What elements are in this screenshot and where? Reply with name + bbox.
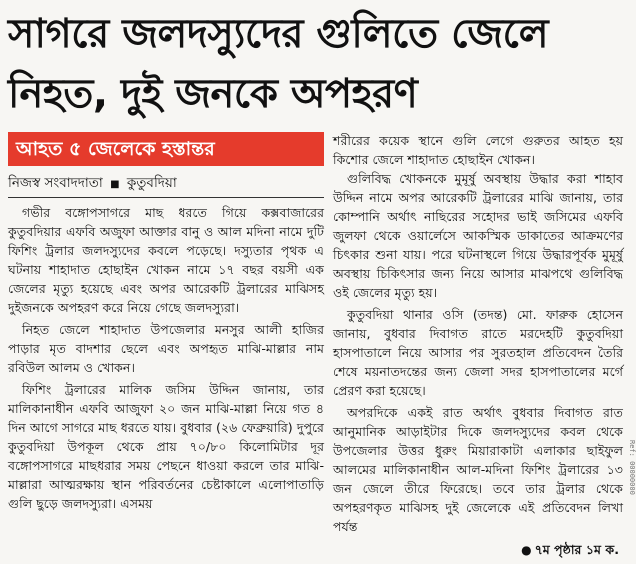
paragraph: কুতুবদিয়া থানার ওসি (তদন্ত) মো. ফারুক হোসেন জানায়, বুধবার দিবাগত রাতে মরদেহটি কুতুবদিয়া হাসপাতালে নিয়ে আসার পর সুরতহাল প্রতিবেদন তৈরি শেষে ময়নাতদন্তের জন্য জেলা সদর হাসপাতালের মর্গে প্রেরণ করা হয়েছে। — [333, 307, 623, 398]
paragraph: গভীর বঙ্গোপসাগরে মাছ ধরতে গিয়ে কক্সবাজারের কুতুবদিয়ার এফবি অজুফা আক্তার বানু ও আল মদিনা নামে দুটি ফিশিং ট্রলার জলদস্যুদের কবলে পড়েছে। দস্যুতার পৃথক এ ঘটনায় শাহাদাত হোছাইন খোকন নামে ১৭ বছর বয়সী এক জেলের মৃত্যু হয়েছে এবং অপর আরেকটি ট্রলারের মাঝিসহ দুইজনকে অপহরণ করে নিয়ে গেছে জলদস্যুরা। — [8, 205, 324, 315]
paragraph: অপরদিকে একই রাত অর্থাৎ বুধবার দিবাগত রাত আনুমানিক আড়াইটার দিকে জলদস্যুদের কবল থেকে উপজেলার উত্তর ধুরুং মিয়ারাকাটা এলাকার ছাইফুল আলমের মালিকানাধীন আল-মদিনা ফিশিং ট্রলারের ১৩ জন জেলে তীরে ফিরেছে। তবে তার ট্রলার থেকে অপহরণকৃত মাঝিসহ দুই জেলেকে এই প্রতিবেদন লিখা পর্যন্ত — [333, 405, 623, 534]
headline — [8, 4, 623, 124]
byline-separator: ■ — [110, 179, 120, 190]
byline-reporter: নিজস্ব সংবাদদাতা — [8, 175, 103, 191]
subheadline: আহত ৫ জেলেকে হস্তান্তর — [8, 132, 324, 166]
paragraph: নিহত জেলে শাহাদাত উপজেলার মনসুর আলী হাজির পাড়ার মৃত বাদশার ছেলে এবং অপহৃত মাঝি-মাল্লার নাম রবিউল আলম ও খোকন। — [8, 322, 324, 375]
byline-location: কুতুবদিয়া — [126, 175, 177, 191]
byline — [8, 174, 324, 198]
paragraph: গুলিবিদ্ধ খোকনকে মুমূর্ষু অবস্থায় উদ্ধার করা শাহাব উদ্দিন নামে অপর আরেকটি ট্রলারের মাঝি জানায়, তার কোম্পানি অর্থাৎ নাছিরের সহোদর ভাই জসিমের এফবি জুলফা থেকে ওয়ার্লেসে আকস্মিক ডাকাতের আক্রমণের চিৎকার শুনা যায়। পরে ঘটনাস্থলে গিয়ে উদ্ধারপূর্বক মুমূর্ষু অবস্থায় চিকিৎসার জন্য নিয়ে আসার মাঝপথে গুলিবিদ্ধ ওই জেলের মৃত্যু হয়। — [333, 171, 623, 300]
bullet-icon: ● — [521, 543, 532, 557]
edge-fragment: Ref: 00000000 — [628, 440, 636, 495]
headline-line-2: নিহত, দুই জনকে অপহরণ — [8, 71, 418, 117]
paragraph: ফিশিং ট্রলারের মালিক জসিম উদ্দিন জানায়, তার মালিকানাধীন এফবি আজুফা ২০ জন মাঝি-মাল্লা নিয়ে গত ৪ দিন আগে সাগরে মাছ ধরতে যায়। বুধবার (২৬ ফেব্রুয়ারি) দুপুরে কুতুবদিয়া উপকূল থেকে প্রায় ৭০/৮০ কিলোমিটার দূর বঙ্গোপসাগরে মাছধরার সময় পেছনে ধাওয়া করলে তার মাঝি-মাল্লারা আত্মরক্ষায় স্থান পরিবর্তনের চেষ্টাকালে এলোপাতাড়ি গুলি ছুড়ে জলদস্যুরা। এসময় — [8, 382, 324, 511]
headline-line-1: সাগরে জলদস্যুদের গুলিতে জেলে — [8, 11, 549, 57]
paragraph: শরীরের কয়েক স্থানে গুলি লেগে গুরুতর আহত হয় কিশোর জেলে শাহাদাত হোছাইন খোকন। — [333, 133, 623, 167]
right-column — [333, 131, 623, 560]
left-column — [8, 132, 324, 513]
continuation-text: ৭ম পৃষ্ঠার ১ম ক. — [534, 542, 619, 557]
continuation-note — [333, 540, 619, 560]
